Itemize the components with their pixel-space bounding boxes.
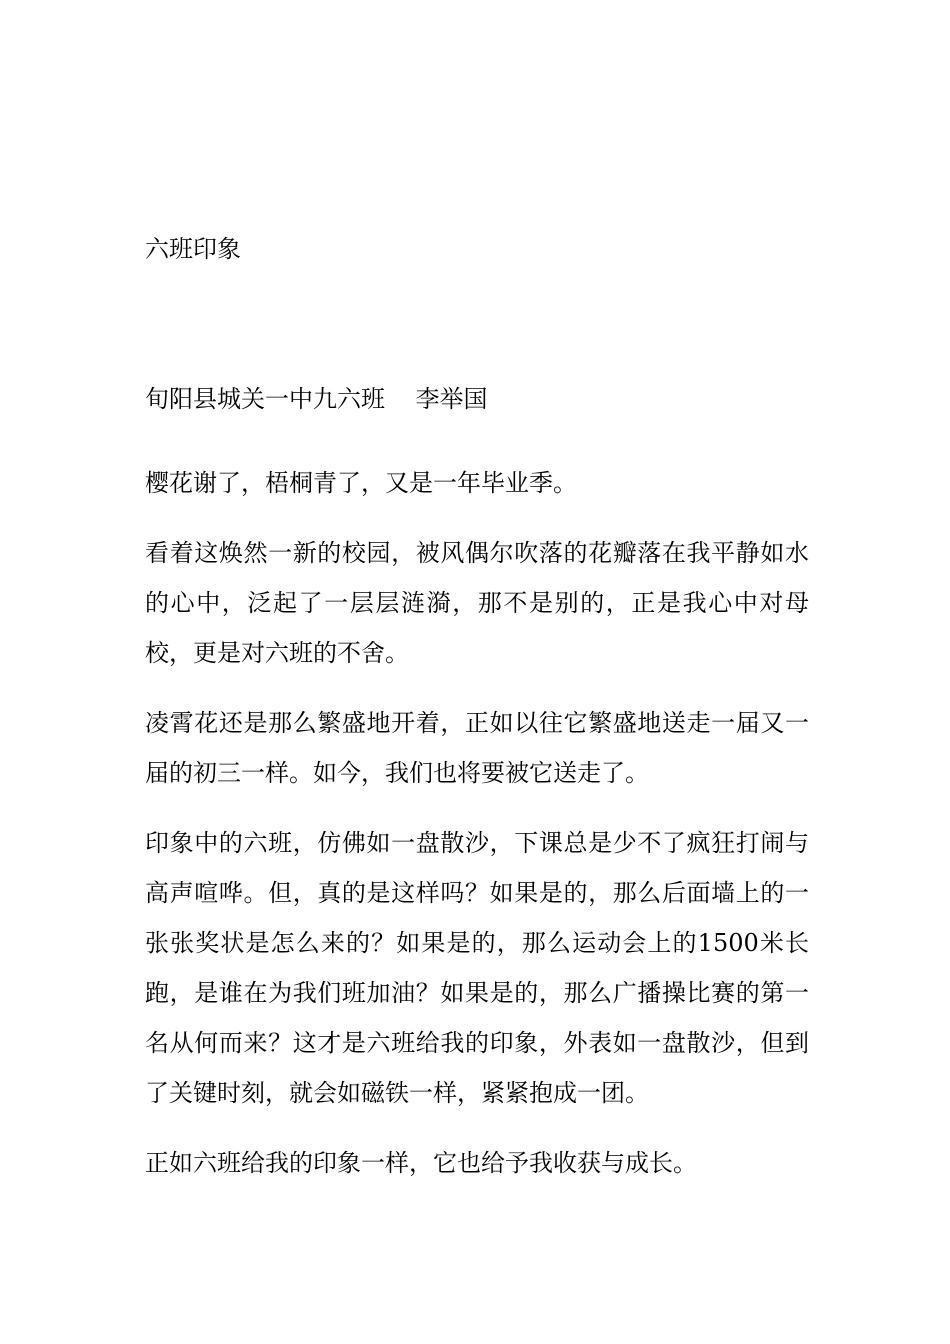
paragraph-2: 看着这焕然一新的校园，被风偶尔吹落的花瓣落在我平静如水的心中，泛起了一层层涟漪，那不是别的，正是我心中对母校，更是对六班的不舍。	[145, 539, 809, 667]
paragraph-4: 印象中的六班，仿佛如一盘散沙，下课总是少不了疯狂打闹与高声喧哗。但，真的是这样吗？如果是的，那么后面墙上的一张张奖状是怎么来的？如果是的，那么运动会上的1500米长跑，是谁在为我们班加油？如果是的，那么广播操比赛的第一名从何而来？这才是六班给我的印象，外表如一盘散沙，但到了关键时刻，就会如磁铁一样，紧紧抱成一团。	[145, 829, 809, 1107]
author-byline: 旬阳县城关一中九六班 李举国	[145, 385, 488, 413]
document-title: 六班印象	[145, 235, 241, 263]
paragraph-5: 正如六班给我的印象一样，它也给予我收获与成长。	[145, 1149, 697, 1177]
document-body	[145, 458, 809, 1208]
paragraph-1: 樱花谢了，梧桐青了，又是一年毕业季。	[145, 469, 577, 497]
paragraph-3: 凌霄花还是那么繁盛地开着，正如以往它繁盛地送走一届又一届的初三一样。如今，我们也将要被它送走了。	[145, 709, 809, 787]
